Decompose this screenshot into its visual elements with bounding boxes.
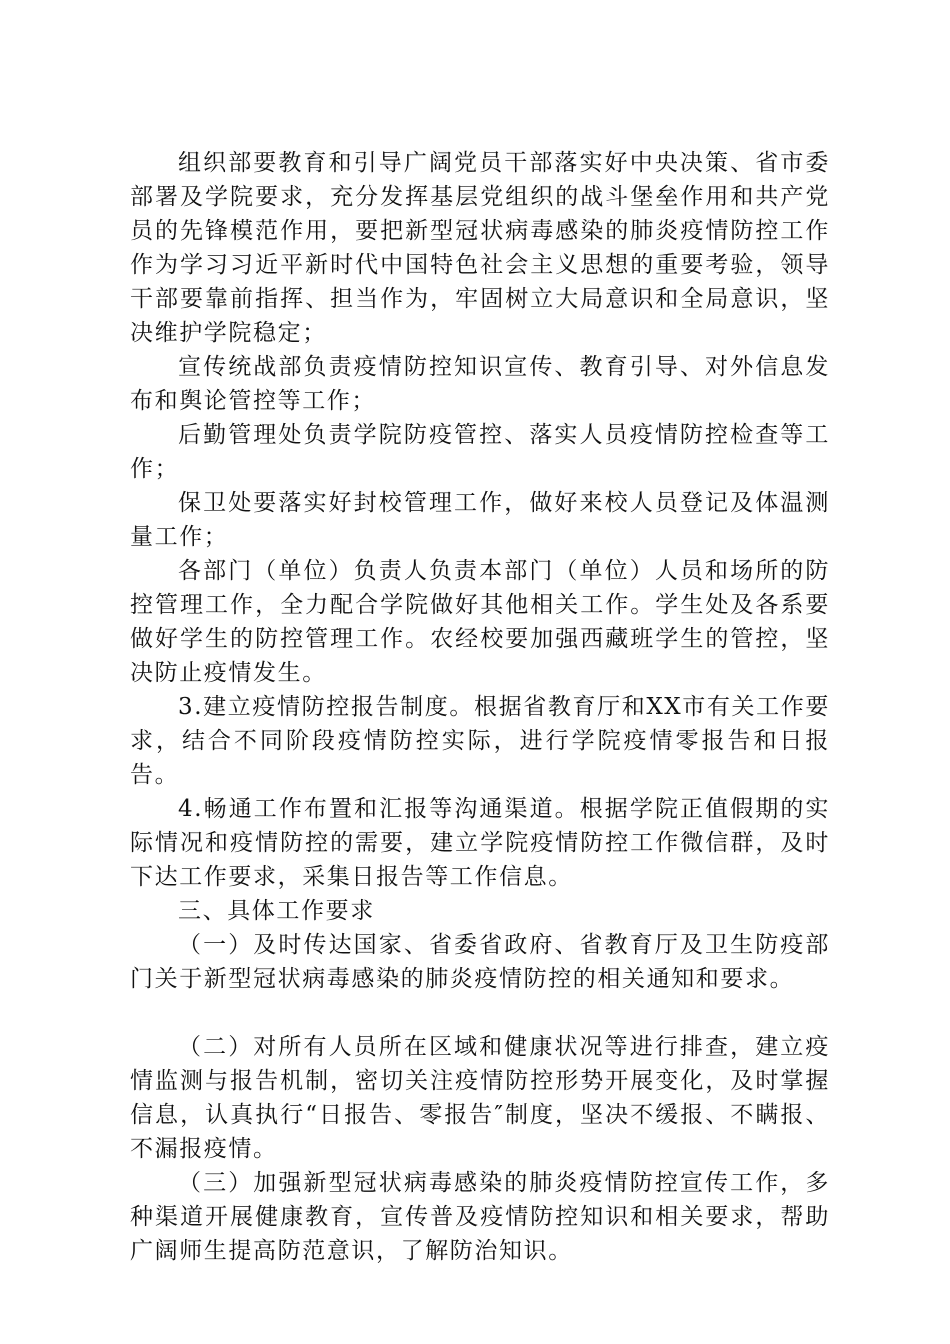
section-heading-3: 三、具体工作要求 <box>178 898 375 924</box>
paragraph-item-4: 4.畅通工作布置和汇报等沟通渠道。根据学院正值假期的实际情况和疫情防控的需要，建立学院疫情防控工作微信群，及时下达工作要求，采集日报告等工作信息。 <box>130 796 830 890</box>
paragraph-item-3: 3.建立疫情防控报告制度。根据省教育厅和XX市有关工作要求，结合不同阶段疫情防控实际，进行学院疫情零报告和日报告。 <box>130 694 830 788</box>
paragraph-org-department: 组织部要教育和引导广阔党员干部落实好中央决策、省市委部署及学院要求，充分发挥基层党组织的战斗堡垒作用和共产党员的先锋模范作用，要把新型冠状病毒感染的肺炎疫情防控工作作为学习习近平新时代中国特色社会主义思想的重要考验，领导干部要靠前指挥、担当作为，牢固树立大局意识和全局意识，坚决维护学院稳定； <box>130 150 830 346</box>
paragraph-logistics: 后勤管理处负责学院防疫管控、落实人员疫情防控检查等工作； <box>130 422 830 482</box>
paragraph-spacer <box>130 996 830 1030</box>
paragraph-requirement-2: （二）对所有人员所在区域和健康状况等进行排查，建立疫情监测与报告机制，密切关注疫情防控形势开展变化，及时掌握信息，认真执行“日报告、零报告″制度，坚决不缓报、不瞒报、不漏报疫情。 <box>130 1034 830 1162</box>
paragraph-all-departments: 各部门（单位）负责人负责本部门（单位）人员和场所的防控管理工作，全力配合学院做好其他相关工作。学生处及各系要做好学生的防控管理工作。农经校要加强西藏班学生的管控，坚决防止疫情发生。 <box>130 558 830 686</box>
paragraph-requirement-3: （三）加强新型冠状病毒感染的肺炎疫情防控宣传工作，多种渠道开展健康教育，宣传普及疫情防控知识和相关要求，帮助广阔师生提高防范意识，了解防治知识。 <box>130 1170 830 1264</box>
paragraph-security: 保卫处要落实好封校管理工作，做好来校人员登记及体温测量工作； <box>130 490 830 550</box>
paragraph-publicity-department: 宣传统战部负责疫情防控知识宣传、教育引导、对外信息发布和舆论管控等工作； <box>130 354 830 414</box>
paragraph-requirement-1: （一）及时传达国家、省委省政府、省教育厅及卫生防疫部门关于新型冠状病毒感染的肺炎疫情防控的相关通知和要求。 <box>130 932 830 992</box>
document-body <box>130 146 830 1268</box>
